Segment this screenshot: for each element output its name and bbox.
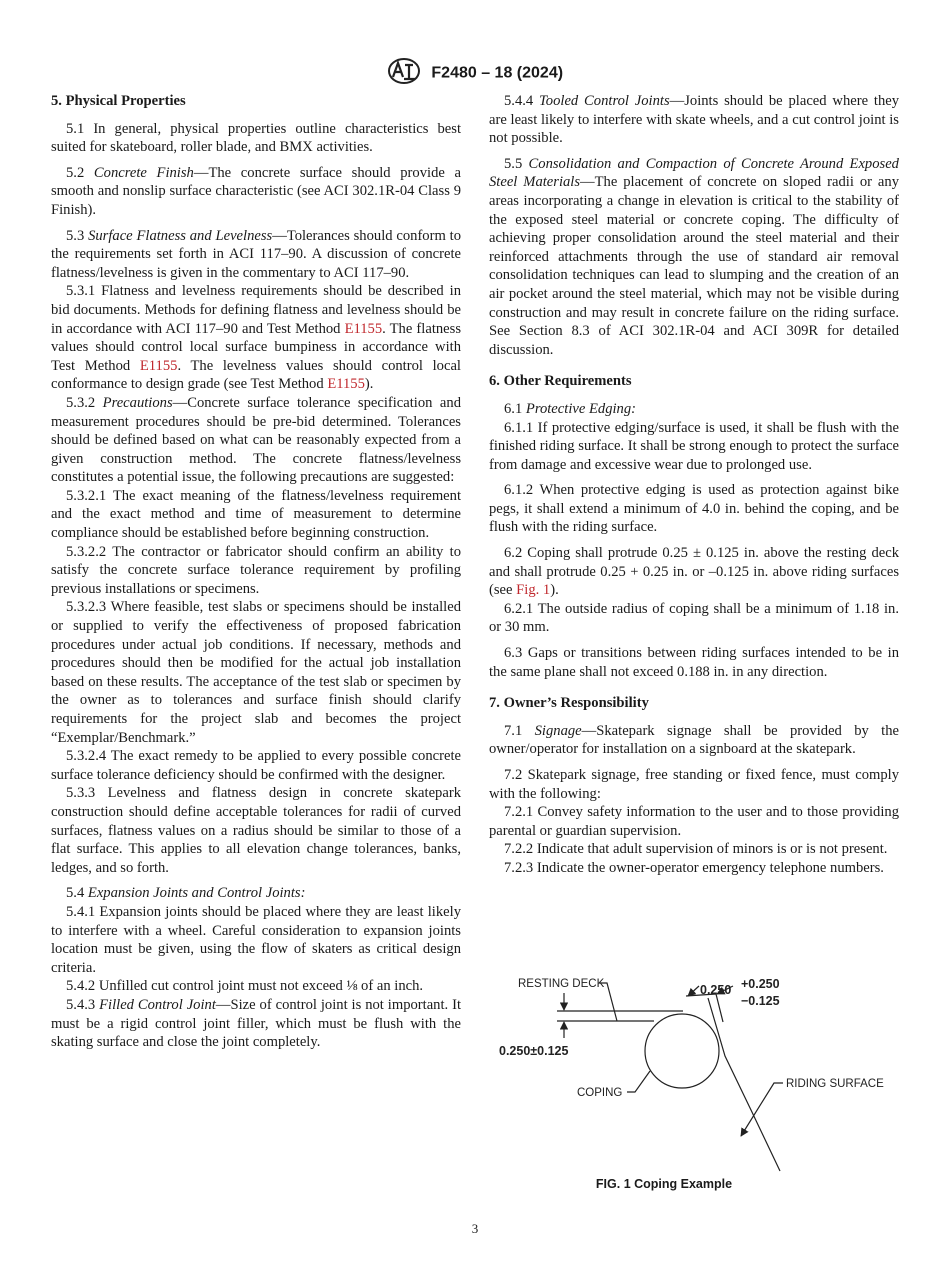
paragraph-6-1-1: 6.1.1 If protective edging/surface is used, it shall be flush with the finished riding surface. It shall be strong enough to protect the surface from damage and excessive wear due to prolonged use. bbox=[489, 419, 899, 473]
paragraph-7-2-3: 7.2.3 Indicate the owner-operator emergency telephone numbers. bbox=[504, 859, 884, 876]
page-number: 3 bbox=[471, 1221, 479, 1236]
paragraph-6-2-1: 6.2.1 The outside radius of coping shall be a minimum of 1.18 in. or 30 mm. bbox=[489, 600, 899, 636]
label-top-value: 0.250 bbox=[700, 983, 732, 997]
paragraph-5-3-3: 5.3.3 Levelness and flatness design in concrete skatepark construction should define acceptable tolerances for radii of curved surfaces, flatness values on a radius should be similar to those of a flat surface. This applies to all elevation change tolerances, banks, ledges, and so forth. bbox=[51, 785, 461, 876]
section-heading-7: 7. Owner’s Responsibility bbox=[489, 695, 649, 712]
paragraph-5-1: 5.1 In general, physical properties outline characteristics best suited for skateboard, roller blade, and BMX activities. bbox=[51, 120, 461, 156]
paragraph-5-3: 5.3 Surface Flatness and Levelness—Tolerances should conform to the requirements set forth in ACI 117–90. A discussion of concrete flatness/levelness is given in the commentary to ACI 117–90. bbox=[51, 227, 461, 281]
paragraph-7-1: 7.1 Signage—Skatepark signage shall be provided by the owner/operator for installation on a signboard at the skatepark. bbox=[489, 722, 899, 758]
paragraph-5-3-2-2: 5.3.2.2 The contractor or fabricator should confirm an ability to satisfy the concrete surface tolerance requirement by profiling previous installations or specimens. bbox=[51, 543, 461, 597]
paragraph-5-3-2-4: 5.3.2.4 The exact remedy to be applied to every possible concrete surface tolerance deficiency should be confirmed with the designer. bbox=[51, 748, 461, 783]
paragraph-5-4-3: 5.4.3 Filled Control Joint—Size of control joint is not important. It must be a rigid control joint filler, which must be flush with the skating surface and close the joint completely. bbox=[51, 996, 462, 1051]
label-riding-surface: RIDING SURFACE bbox=[786, 1078, 884, 1090]
dim-arrow-top-left bbox=[688, 986, 699, 996]
coping-circle bbox=[645, 1014, 719, 1088]
label-plus-tolerance: +0.250 bbox=[741, 977, 780, 991]
link-e1155[interactable]: E1155 bbox=[139, 357, 178, 374]
right-column bbox=[489, 92, 899, 878]
left-column bbox=[51, 92, 461, 1052]
paragraph-5-3-2-1: 5.3.2.1 The exact meaning of the flatness/levelness requirement and the exact method and time of measurement to determine compliance should be established before beginning construction. bbox=[51, 487, 461, 542]
paragraph-6-2: 6.2 Coping shall protrude 0.25 ± 0.125 in. above the resting deck and shall protrude 0.25 + 0.25 in. or –0.125 in. above riding surfaces (see Fig. 1). bbox=[489, 545, 899, 599]
figure-1-coping-example bbox=[489, 958, 899, 1198]
paragraph-5-5: 5.5 Consolidation and Compaction of Concrete Around Exposed Steel Materials—The placement of concrete on sloped radii or any areas incorporating a change in elevation is critical to the stability of the exposed steel material or concrete coping. The difficulty of achieving proper consolidation around the steel material and their reinforced attachments through the use of standard air removal consolidation techniques can lead to slumping and the creation of an air pocket around the steel material, which may not be visible during construction and may result in concrete failure on the riding surface. See Section 8.3 of ACI 302.1R-04 and ACI 309R for detailed discussion. bbox=[489, 155, 899, 358]
label-coping: COPING bbox=[577, 1087, 623, 1099]
section-heading-6: 6. Other Requirements bbox=[489, 373, 632, 390]
paragraph-5-3-2-title: Precautions bbox=[102, 394, 173, 411]
paragraph-6-1-2: 6.1.2 When protective edging is used as protection against bike pegs, it shall extend a minimum of 4.0 in. behind the coping, and be flush with the riding surface. bbox=[489, 482, 899, 536]
figure-caption: FIG. 1 Coping Example bbox=[595, 1177, 733, 1191]
paragraph-7-2-2: 7.2.2 Indicate that adult supervision of minors is or is not present. bbox=[504, 841, 888, 858]
page-header bbox=[0, 57, 950, 90]
paragraph-5-3-1: 5.3.1 Flatness and levelness requirements should be described in bid documents. Methods for defining flatness and levelness should be in accordance with ACI 117–90 and Test Method E1155. The flatness values should control local surface bumpiness in accordance with Test Method E1155. The levelness values should control local conformance to design grade (see Test Method E1155). bbox=[51, 283, 462, 393]
paragraph-5-3-2: 5.3.2 Precautions—Concrete surface tolerance specification and measurement procedures should be pre-bid determined. Tolerances should be defined based on what can be reasonably expected from a given construction method. The concrete flatness/levelness constitutes a potential issue, the following precautions are suggested: bbox=[51, 394, 461, 486]
paragraph-7-2-1: 7.2.1 Convey safety information to the user and to those providing parental or guardian supervision. bbox=[489, 804, 899, 839]
paragraph-5-4-2: 5.4.2 Unfilled cut control joint must not exceed ⅛ of an inch. bbox=[66, 978, 424, 995]
paragraph-5-3-title: Surface Flatness and Levelness bbox=[88, 227, 273, 244]
paragraph-7-2: 7.2 Skatepark signage, free standing or fixed fence, must comply with the following: bbox=[489, 767, 899, 802]
link-fig-1[interactable]: Fig. 1 bbox=[516, 582, 551, 599]
riding-surface-line bbox=[708, 998, 780, 1171]
paragraph-5-5-title: Consolidation and Compaction of Concrete Around Exposed Steel Materials bbox=[489, 155, 899, 191]
paragraph-6-1: 6.1 Protective Edging: bbox=[504, 400, 636, 417]
paragraph-6-3: 6.3 Gaps or transitions between riding surfaces intended to be in the same plane shall not exceed 0.188 in. in any direction. bbox=[489, 645, 899, 680]
coping-diagram bbox=[489, 958, 899, 1173]
paragraph-5-4-title: Expansion Joints and Control Joints: bbox=[87, 885, 306, 902]
paragraph-7-1-title: Signage bbox=[534, 722, 582, 739]
dim-extension-right bbox=[716, 994, 723, 1022]
standard-designation: F2480 – 18 (2024) bbox=[431, 64, 564, 82]
paragraph-5-3-2-3: 5.3.2.3 Where feasible, test slabs or specimens should be installed or supplied to verify the effectiveness of proposed fabrication procedures under actual job conditions. If necessary, methods and procedures should then be modified for the actual job installation based on these results. The acceptance of the test slab or specimen by the owner as to tolerances and surface finish should clarify requirements for the project slab and becomes the project “Exemplar/Benchmark.” bbox=[51, 599, 461, 746]
paragraph-5-4: 5.4 Expansion Joints and Control Joints: bbox=[66, 885, 306, 902]
link-e1155[interactable]: E1155 bbox=[327, 376, 365, 393]
paragraph-5-2: 5.2 Concrete Finish—The concrete surface should provide a smooth and nonslip surface characteristic (see ACI 302.1R-04 Class 9 Finish). bbox=[51, 164, 461, 218]
section-heading-5: 5. Physical Properties bbox=[51, 93, 186, 109]
leader-riding-surface bbox=[741, 1083, 783, 1136]
paragraph-5-4-4-title: Tooled Control Joints bbox=[539, 93, 670, 109]
label-minus-tolerance: −0.125 bbox=[741, 994, 780, 1008]
label-resting-deck: RESTING DECK bbox=[518, 978, 605, 990]
paragraph-6-1-title: Protective Edging: bbox=[525, 400, 636, 417]
paragraph-5-4-4: 5.4.4 Tooled Control Joints—Joints should be placed where they are least likely to interfere with skate wheels, and a cut control joint is not possible. bbox=[489, 93, 900, 147]
link-e1155[interactable]: E1155 bbox=[344, 320, 383, 337]
paragraph-5-2-title: Concrete Finish bbox=[93, 164, 194, 181]
paragraph-5-4-3-title: Filled Control Joint bbox=[99, 996, 216, 1013]
astm-logo-icon bbox=[387, 57, 421, 90]
leader-coping bbox=[627, 1071, 650, 1092]
label-left-value: 0.250±0.125 bbox=[499, 1044, 569, 1058]
paragraph-5-4-1: 5.4.1 Expansion joints should be placed where they are least likely to interfere with a wheel. Careful consideration to expansion joints location must be given, using the flow of skaters as critical design criteria. bbox=[51, 903, 461, 976]
